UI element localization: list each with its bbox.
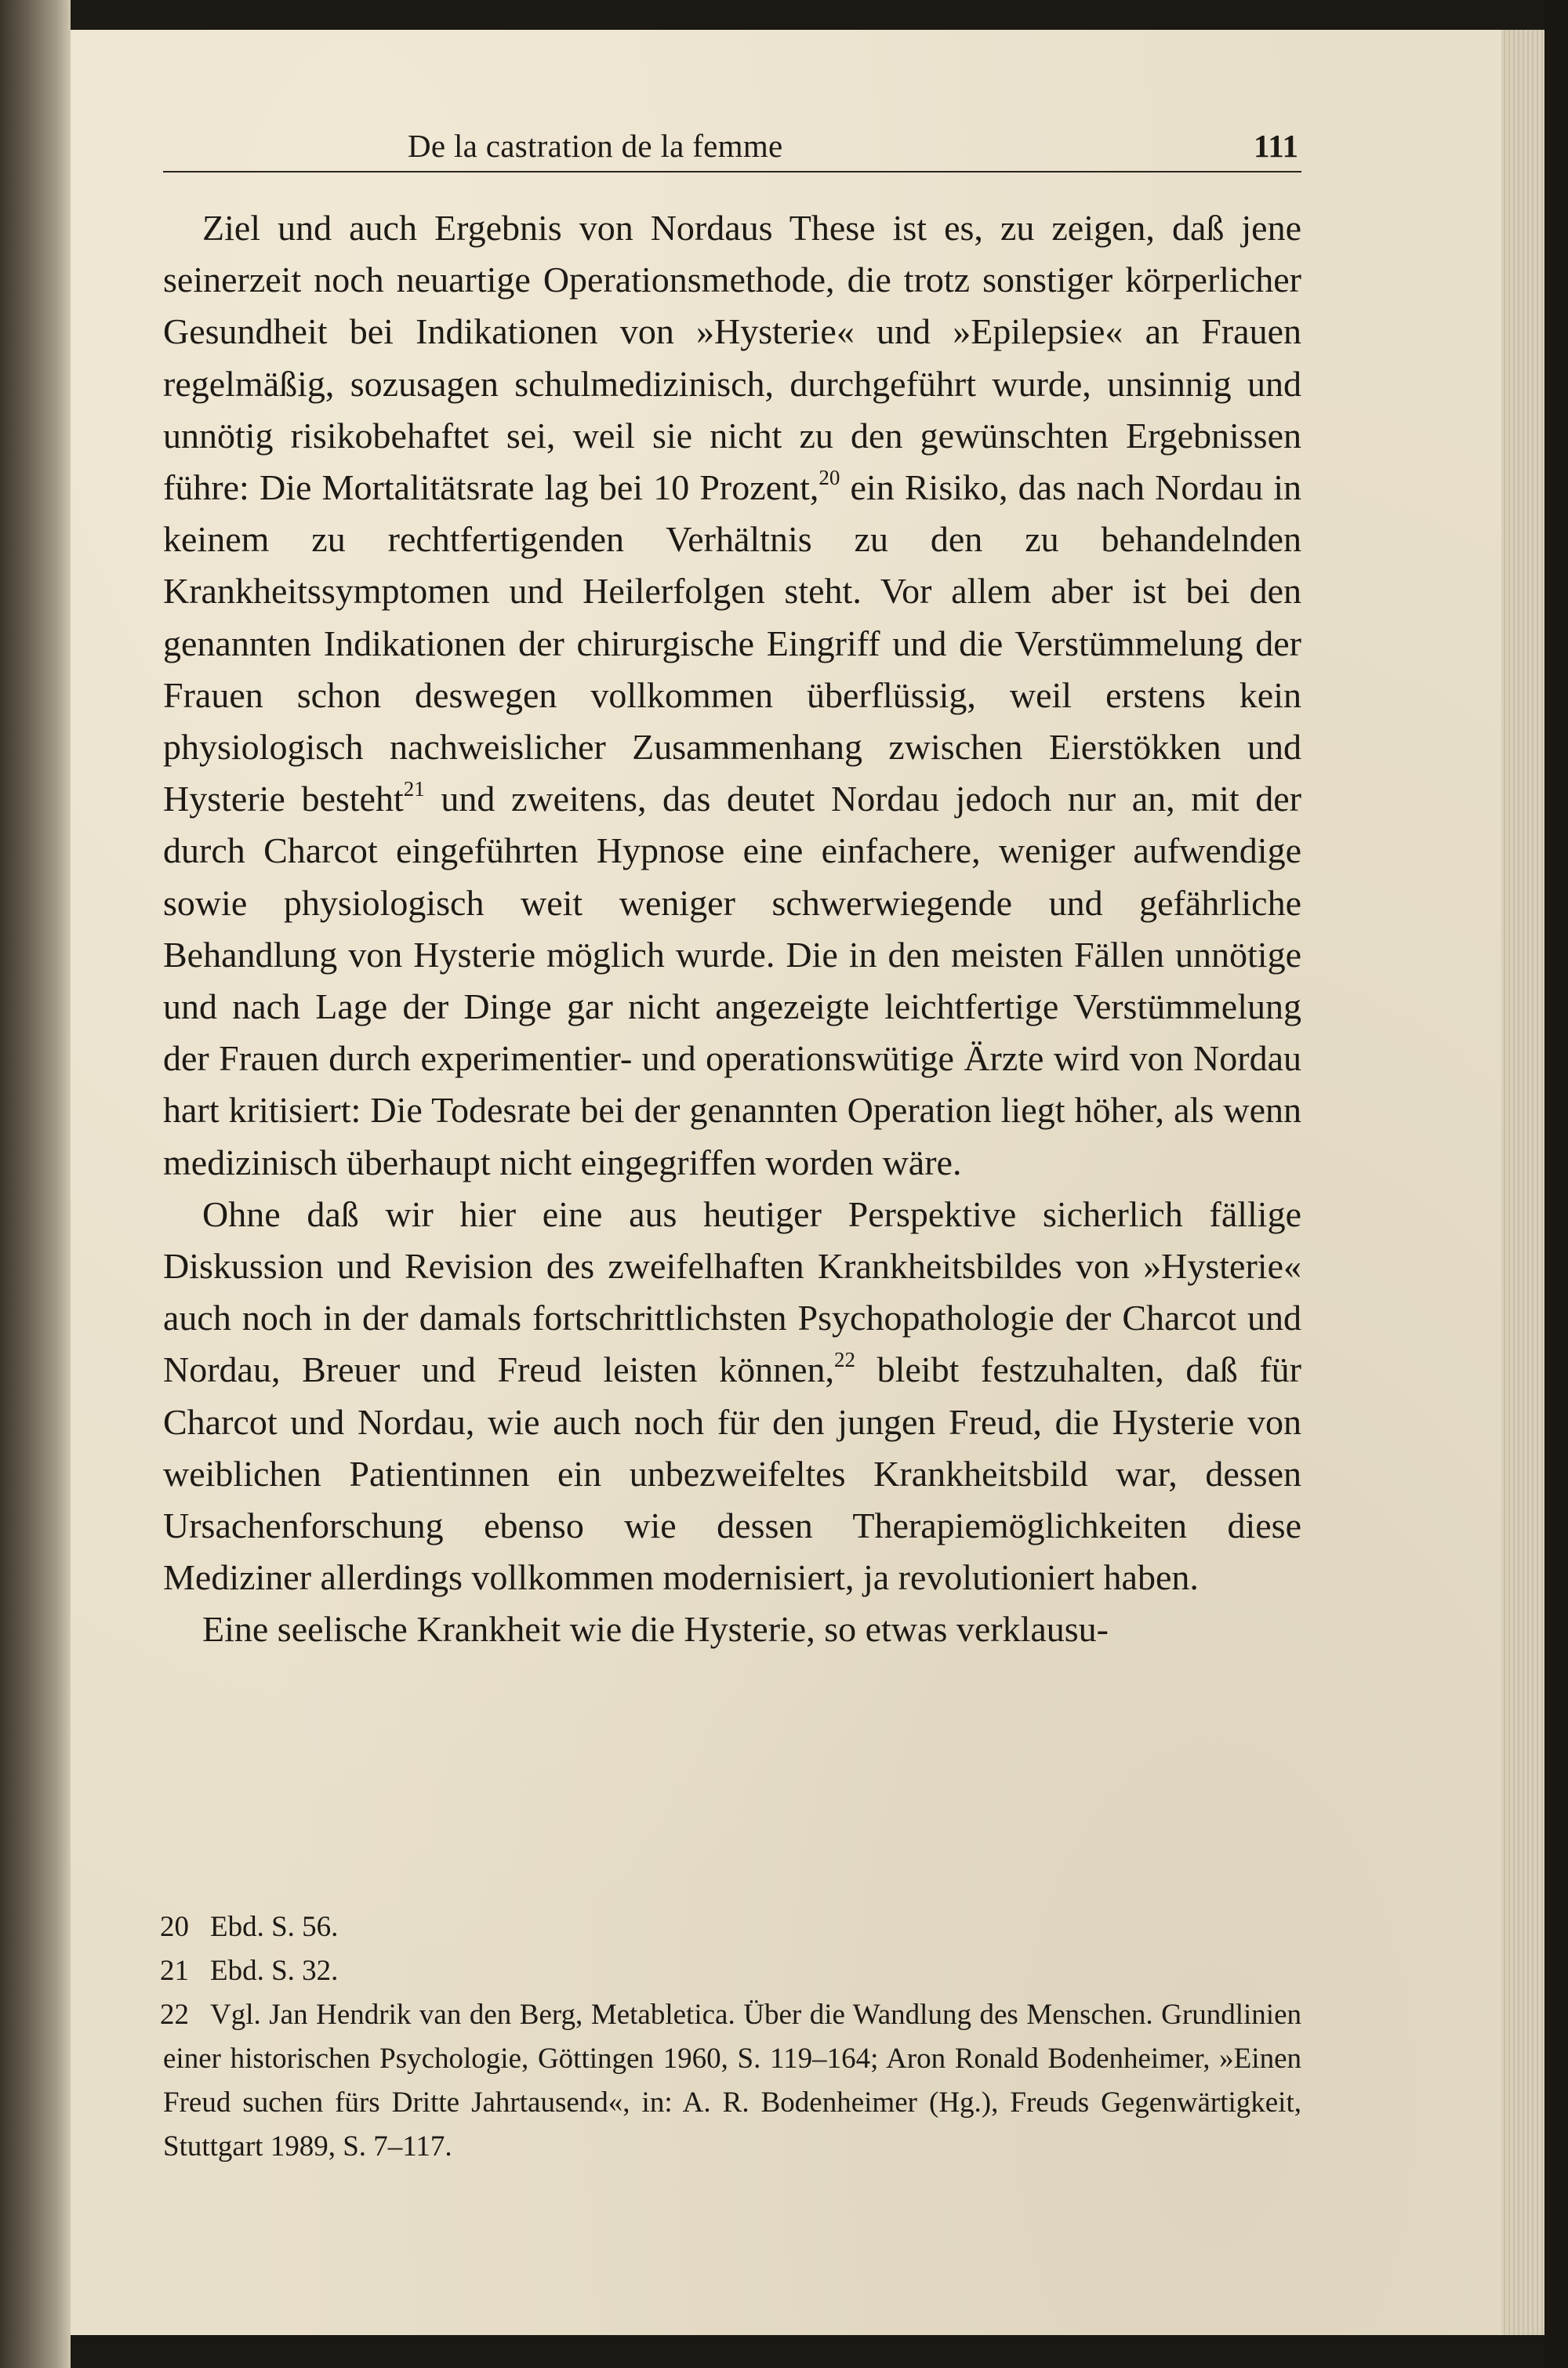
footnote-number: 21: [160, 1955, 189, 1987]
paragraph-2-part-a: Ohne daß wir hier eine aus heutiger Perspektive sicherlich fällige Diskussion und Revision des zweifelhaften Krankheitsbildes von »Hysterie« auch noch in der damals fortschrittlichsten Psychopathologie der Charcot und Nordau, Breuer und Freud leisten können,: [163, 1193, 1301, 1390]
footnote-ref-21[interactable]: 21: [403, 776, 425, 801]
footnote-ref-22[interactable]: 22: [834, 1348, 855, 1372]
running-head: De la castration de la femme: [408, 128, 783, 164]
page-stack-edge: [1501, 30, 1544, 2335]
page-header: [163, 125, 1301, 173]
footnote-text: Vgl. Jan Hendrik van den Berg, Metabletica. Über die Wandlung des Menschen. Grundlinien einer historischen Psychologie, Göttingen 1960, S. 119–164; Aron Ronald Bodenheimer, »Einen Freud suchen fürs Dritte Jahrtausend«, in: A. R. Bodenheimer (Hg.), Freuds Gegenwärtigkeit, Stuttgart 1989, S. 7–117.: [163, 1999, 1301, 2163]
book-spine-edge: [0, 0, 71, 2368]
footnote-number: 22: [160, 1999, 189, 2031]
footnote-text: Ebd. S. 32.: [210, 1955, 339, 1987]
paragraph-2-part-b: bleibt festzuhalten, daß für Charcot und Nordau, wie auch noch für den jungen Freud, die Hysterie von weiblichen Patientinnen ein unbezweifeltes Krankheitsbild war, dessen Ursachenforschung ebenso wie dessen Therapiemöglichkeiten diese Mediziner allerdings vollkommen modernisiert, ja revolutioniert haben.: [163, 1349, 1301, 1598]
footnote-20: [160, 1905, 1301, 1949]
footnote-22: [160, 1993, 1301, 2169]
footnote-21: [160, 1949, 1301, 1993]
page-number: 111: [1254, 128, 1298, 164]
right-shadow: [1544, 0, 1568, 2368]
footnote-text: Ebd. S. 56.: [210, 1911, 339, 1943]
paragraph-1-part-b: ein Risiko, das nach Nordau in keinem zu rechtfertigenden Verhältnis zu den zu behandelnden Krankheitssymptomen und Heilerfolgen steht. Vor allem aber ist bei den genannten Indikationen der chirurgische Eingriff und die Verstümmelung der Frauen schon deswegen vollkommen überflüssig, weil erstens kein physiologisch nachweislicher Zusammenhang zwischen Eierstökken und Hysterie besteht: [163, 467, 1301, 819]
footnote-ref-20[interactable]: 20: [818, 465, 840, 489]
body-text: [163, 202, 1301, 1656]
paragraph-3-text: Eine seelische Krankheit wie die Hysterie, so etwas verklausu-: [202, 1609, 1109, 1650]
footnotes: [160, 1905, 1301, 2169]
paragraph-2: [163, 1189, 1301, 1604]
paragraph-1-part-a: Ziel und auch Ergebnis von Nordaus These ist es, zu zeigen, daß jene seinerzeit noch neuartige Operationsmethode, die trotz sonstiger körperlicher Gesundheit bei Indikationen von »Hysterie« und »Epilepsie« an Frauen regelmäßig, sozusagen schulmedizinisch, durchgeführt wurde, unsinnig und unnötig risikobehaftet sei, weil sie nicht zu den gewünschten Ergebnissen führe: Die Mortalitätsrate lag bei 10 Prozent,: [163, 208, 1301, 508]
paragraph-1-part-c: und zweitens, das deutet Nordau jedoch nur an, mit der durch Charcot eingeführten Hypnose eine einfachere, weniger aufwendige sowie physiologisch weit weniger schwerwiegende und gefährliche Behandlung von Hysterie möglich wurde. Die in den meisten Fällen unnötige und nach Lage der Dinge gar nicht angezeigte leichtfertige Verstümmelung der Frauen durch experimentier- und operationswütige Ärzte wird von Nordau hart kritisiert: Die Todesrate bei der genannten Operation liegt höher, als wenn medizinisch überhaupt nicht eingegriffen worden wäre.: [163, 779, 1301, 1182]
footnote-number: 20: [160, 1911, 189, 1943]
paragraph-1: [163, 202, 1301, 1189]
paragraph-3: [163, 1603, 1301, 1655]
